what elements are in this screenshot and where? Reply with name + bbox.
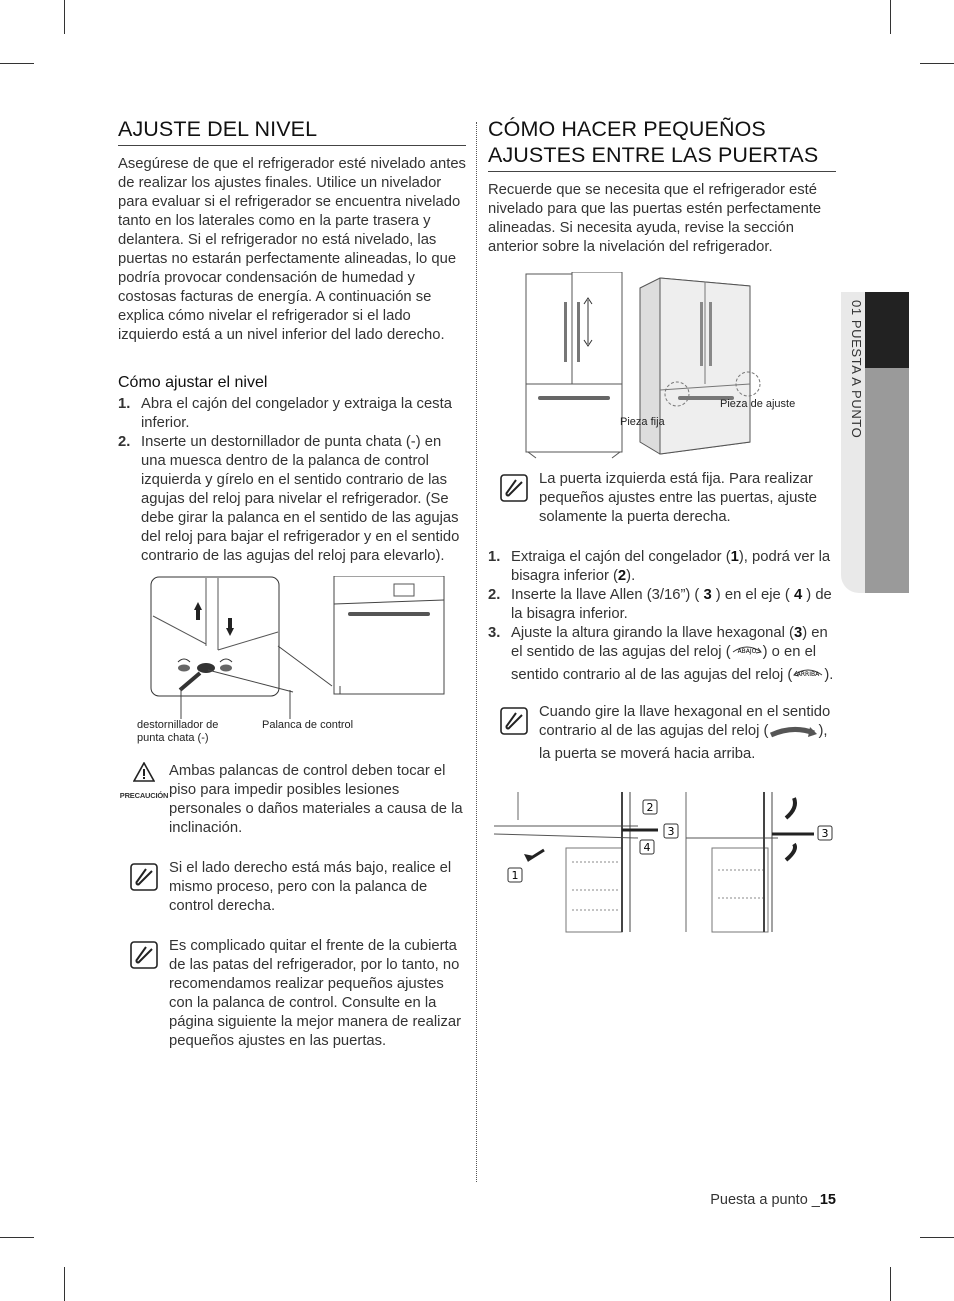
note-block [118,859,466,916]
list-item: 2. Inserte un destornillador de punta chata (-) en una muesca dentro de la palanca de control izquierda y gírelo en el sentido contrario de las agujas del reloj para nivelar el refrigerador. (Se debe girar la palanca en el sentido de las agujas del reloj para bajar el refrigerador y en el sentido contrario de las agujas del reloj para elevarlo). [118,434,460,564]
adjust-part-label: Pieza de ajuste [720,398,796,410]
side-tab-bar [865,368,909,593]
note-text: Es complicado quitar el frente de la cubierta de las patas del refrigerador, por lo tanto, no recomendamos realizar pequeños ajustes con la palanca de control. Consulte en la página siguiente la mejor manera de realizar pequeños ajustes en las puertas. [169,938,461,1049]
note-block [118,937,466,1051]
intro-paragraph: Recuerde que se necesita que el refrigerador esté nivelado para que las puertas estén perfectamente alineadas. Si necesita ayuda, revise la sección anterior sobre la nivelación del refrigerador. [488,182,822,255]
caution-icon [118,762,170,805]
callout-3: 3 [667,825,675,838]
steps-list [118,395,466,566]
screwdriver-label: destornillador de punta chata (-) [137,719,219,744]
note-icon [130,941,158,975]
side-tab-marker [865,292,909,368]
door-figure [488,272,836,462]
svg-text:ARRIBA: ARRIBA [797,671,820,678]
callout-2: 2 [646,801,654,814]
crop-mark [0,63,34,64]
left-column [118,116,466,1051]
note-block [488,470,836,527]
crop-mark [890,1267,891,1301]
svg-text:ABAJO: ABAJO [737,648,757,655]
counterclockwise-arrow-icon [768,723,818,745]
note-text: Si el lado derecho está más bajo, realice el mismo proceso, pero con la palanca de control derecha. [169,860,452,914]
crop-mark [890,0,891,34]
subsection-title: Cómo ajustar el nivel [118,374,268,391]
counterclockwise-rotation-icon [792,666,824,689]
crop-mark [64,0,65,34]
hinge-illustration [488,790,836,936]
page-number: 15 [819,1192,836,1208]
crop-mark [64,1267,65,1301]
door-illustration [488,272,836,462]
crop-mark [920,63,954,64]
callout-3b: 3 [821,827,829,840]
intro-paragraph: Asegúrese de que el refrigerador esté nivelado antes de realizar los ajustes finales. Utilice un nivelador para evaluar si el refrigerador se encuentra nivelado tanto en los laterales como en la parte trasera y delantera. Si el refrigerador no está nivelado, las puertas no estarán perfectamente alineadas, lo que podría provocar condensación de humedad y costosas facturas de energía. A continuación se explica cómo nivelar el refrigerador si el lado izquierdo está a un nivel inferior del lado derecho. [118,156,466,343]
fixed-part-label: Pieza fija [620,416,665,428]
page-footer: Puesta a punto _15 [710,1192,836,1208]
callout-4: 4 [643,841,651,854]
right-column [488,116,836,936]
section-title: CÓMO HACER PEQUEÑOS AJUSTES ENTRE LAS PUERTAS [488,116,836,172]
note-block: Cuando gire la llave hexagonal en el sentido contrario al de las agujas del reloj ( ), la puerta se moverá hacia arriba. [488,703,836,764]
crop-mark [0,1237,34,1238]
crop-mark [920,1237,954,1238]
steps-list [488,548,836,689]
note-icon [500,707,528,741]
callout-1: 1 [511,869,519,882]
note-icon [500,474,528,508]
side-tab-label: 01 PUESTA A PUNTO [849,300,864,439]
column-divider [476,122,477,1182]
caution-label: PRECAUCIÓN [119,791,169,800]
caution-text: Ambas palancas de control deben tocar el piso para impedir posibles lesiones personales o daños materiales a causa de la inclinación. [169,763,463,836]
note-text: La puerta izquierda está fija. Para realizar pequeños ajustes entre las puertas, ajuste solamente la puerta derecha. [539,471,818,525]
clockwise-rotation-icon [731,643,763,666]
list-item: 1. Abra el cajón del congelador y extraiga la cesta inferior. [118,396,452,431]
list-item: 2. Inserte la llave Allen (3/16”) ( 3 ) en el eje ( 4 ) de la bisagra inferior. [488,587,832,622]
caution-note [118,762,466,838]
lever-label: Palanca de control [262,719,354,731]
section-title: AJUSTE DEL NIVEL [118,116,466,146]
list-item: 1. Extraiga el cajón del congelador (1), podrá ver la bisagra inferior (2). [488,549,831,584]
leveling-figure [118,576,466,748]
hinge-figure [488,790,836,936]
note-icon [130,863,158,897]
list-item: 3. Ajuste la altura girando la llave hexagonal (3) en el sentido de las agujas del reloj ( ABAJO ) o en el sentido contrario al de las agujas del reloj ( ARRIBA ). [488,624,836,689]
